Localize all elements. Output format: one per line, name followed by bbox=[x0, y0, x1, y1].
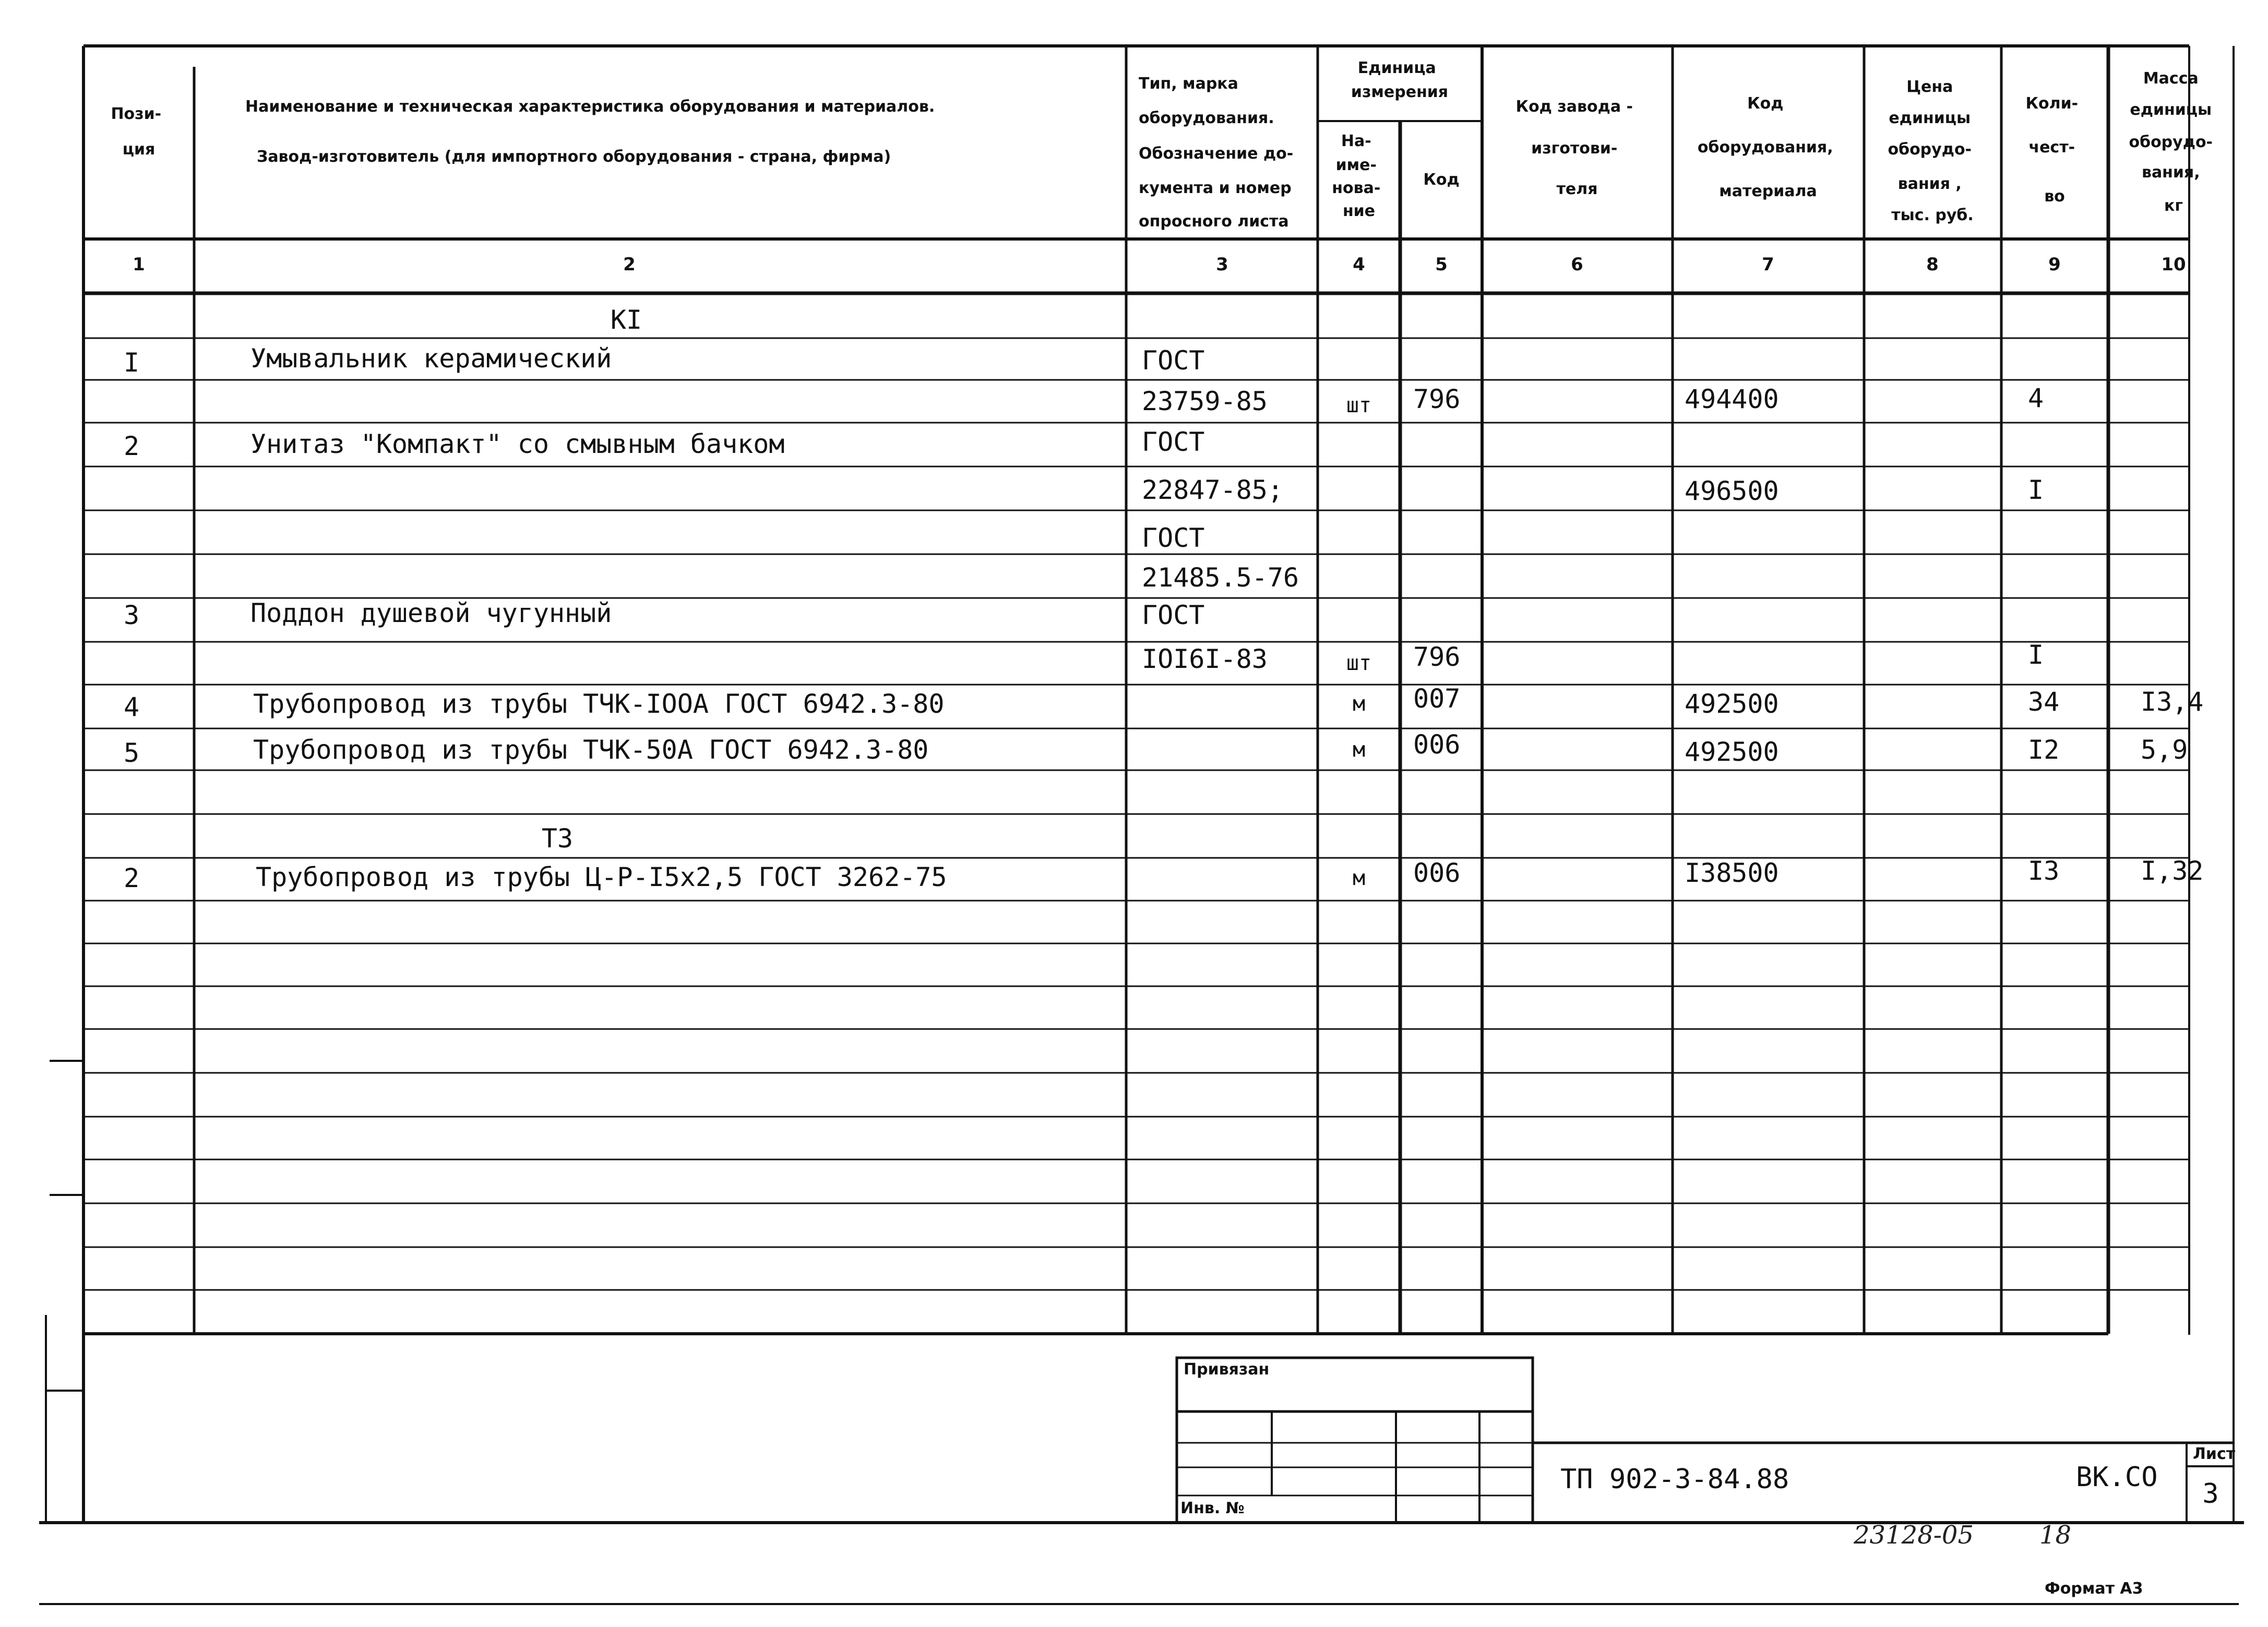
cell-name: Трубопровод из трубы ТЧК-50А ГОСТ 6942.3-80 bbox=[253, 735, 929, 765]
section-code: ВК.СО bbox=[2076, 1462, 2158, 1493]
header-unit-code-label: Код bbox=[1423, 171, 1460, 189]
cell-mass: I3,4 bbox=[2141, 687, 2204, 717]
table-row bbox=[1142, 383, 2044, 417]
cell-unit: м bbox=[1352, 866, 1366, 890]
title-block bbox=[1177, 1358, 2236, 1523]
bound-label: Привязан bbox=[1184, 1360, 1270, 1379]
cell-doc: ГОСТ bbox=[1142, 345, 1205, 376]
cell-quantity: I3 bbox=[2028, 856, 2060, 886]
cell-material-code: 496500 bbox=[1685, 476, 1779, 506]
table-row bbox=[1142, 640, 2044, 675]
column-number: 5 bbox=[1435, 254, 1448, 275]
column-number-row bbox=[133, 254, 2186, 275]
header-unit-name-label: На- име- нова- ние bbox=[1332, 132, 1381, 220]
table-header bbox=[111, 59, 2218, 231]
table-row bbox=[124, 684, 2203, 722]
cell-quantity: 4 bbox=[2028, 383, 2044, 413]
cell-position: 5 bbox=[123, 738, 140, 768]
cell-material-code: 492500 bbox=[1685, 737, 1779, 767]
cell-unit: шт bbox=[1346, 651, 1372, 675]
column-number: 8 bbox=[1926, 254, 1939, 275]
format-label: Формат А3 bbox=[2045, 1580, 2143, 1598]
cell-quantity: I2 bbox=[2028, 735, 2060, 765]
cell-name: Унитаз "Компакт" со смывным бачком bbox=[250, 429, 785, 459]
table-row bbox=[611, 305, 642, 335]
archive-page: 18 bbox=[2039, 1521, 2072, 1550]
cell-mass: I,32 bbox=[2141, 856, 2204, 886]
section-heading: Т3 bbox=[541, 823, 574, 854]
cell-name: Умывальник керамический bbox=[250, 343, 612, 374]
cell-material-code: 494400 bbox=[1685, 384, 1779, 414]
cell-unit: м bbox=[1352, 738, 1366, 762]
table-row bbox=[124, 427, 1204, 461]
table-row bbox=[1142, 475, 2044, 506]
archive-number: 23128-05 bbox=[1854, 1521, 1974, 1550]
footer bbox=[1853, 1521, 2143, 1598]
cell-name: Трубопровод из трубы ТЧК-IOOA ГОСТ 6942.3-80 bbox=[253, 689, 945, 719]
column-number: 10 bbox=[2161, 254, 2186, 275]
cell-doc: IOI6I-83 bbox=[1142, 644, 1268, 674]
cell-doc: 22847-85; bbox=[1142, 475, 1283, 505]
table-row bbox=[124, 598, 1204, 630]
sheet-number: 3 bbox=[2202, 1478, 2219, 1510]
cell-quantity: 34 bbox=[2028, 687, 2060, 717]
column-number: 9 bbox=[2048, 254, 2061, 275]
cell-position: I bbox=[123, 348, 140, 378]
cell-unit-code: 007 bbox=[1413, 684, 1461, 714]
cell-unit: шт bbox=[1346, 393, 1372, 417]
document-code: ТП 902-3-84.88 bbox=[1560, 1464, 1789, 1495]
cell-position: 3 bbox=[123, 600, 140, 630]
cell-quantity: I bbox=[2028, 640, 2044, 670]
header-mass-label: Масса единицы оборудо- вания, кг bbox=[2129, 69, 2213, 215]
table-row bbox=[124, 856, 2203, 893]
column-number: 6 bbox=[1571, 254, 1583, 275]
cell-name: Трубопровод из трубы Ц-Р-I5х2,5 ГОСТ 3262-75 bbox=[256, 862, 947, 892]
column-number: 4 bbox=[1353, 254, 1365, 275]
table-body bbox=[124, 305, 2203, 893]
cell-quantity: I bbox=[2028, 475, 2044, 505]
cell-doc: 23759-85 bbox=[1142, 386, 1268, 416]
table-row bbox=[1142, 523, 1204, 553]
cell-doc: ГОСТ bbox=[1142, 600, 1205, 630]
cell-name: Поддон душевой чугунный bbox=[250, 598, 612, 628]
header-manufacturer-code-label: Код завода - изготови- теля bbox=[1515, 98, 1633, 198]
column-number: 2 bbox=[623, 254, 636, 275]
cell-position: 4 bbox=[123, 692, 140, 722]
header-position-label: Пози- ция bbox=[111, 105, 162, 159]
cell-doc: 21485.5-76 bbox=[1142, 563, 1299, 593]
inventory-number-label: Инв. № bbox=[1180, 1499, 1245, 1517]
cell-unit: м bbox=[1352, 692, 1366, 716]
column-number: 3 bbox=[1216, 254, 1228, 275]
sheet-label: Лист bbox=[2193, 1445, 2236, 1463]
header-material-code-label: Код оборудования, материала bbox=[1697, 94, 1833, 200]
header-unit-group-label: Единица измерения bbox=[1351, 59, 1449, 101]
cell-material-code: 492500 bbox=[1685, 689, 1779, 719]
table-row bbox=[124, 729, 2188, 768]
cell-unit-code: 796 bbox=[1413, 642, 1461, 672]
table-row bbox=[1142, 563, 1299, 593]
header-quantity-label: Коли- чест- во bbox=[2025, 94, 2079, 206]
header-name-label: Наименование и техническая характеристика оборудования и материалов. Завод-изготовитель (для импортного оборудования - страна, фирма) bbox=[245, 98, 935, 166]
column-number: 7 bbox=[1762, 254, 1774, 275]
table-row bbox=[542, 823, 573, 854]
table-row bbox=[124, 343, 1204, 378]
cell-unit-code: 006 bbox=[1413, 729, 1461, 760]
cell-doc: ГОСТ bbox=[1142, 523, 1205, 553]
cell-mass: 5,9 bbox=[2141, 735, 2188, 765]
sheet-frame bbox=[39, 46, 2244, 1604]
cell-unit-code: 796 bbox=[1413, 384, 1461, 414]
section-heading: KI bbox=[610, 305, 642, 335]
cell-doc: ГОСТ bbox=[1142, 427, 1205, 457]
cell-material-code: I38500 bbox=[1685, 858, 1779, 888]
column-number: 1 bbox=[133, 254, 145, 275]
cell-position: 2 bbox=[123, 863, 140, 893]
header-type-label: Тип, марка оборудования. Обозначение до- кумента и номер опросного листа bbox=[1139, 75, 1294, 231]
cell-position: 2 bbox=[123, 431, 140, 461]
header-price-label: Цена единицы оборудо- вания , тыс. руб. bbox=[1888, 78, 1974, 224]
cell-unit-code: 006 bbox=[1413, 858, 1461, 888]
